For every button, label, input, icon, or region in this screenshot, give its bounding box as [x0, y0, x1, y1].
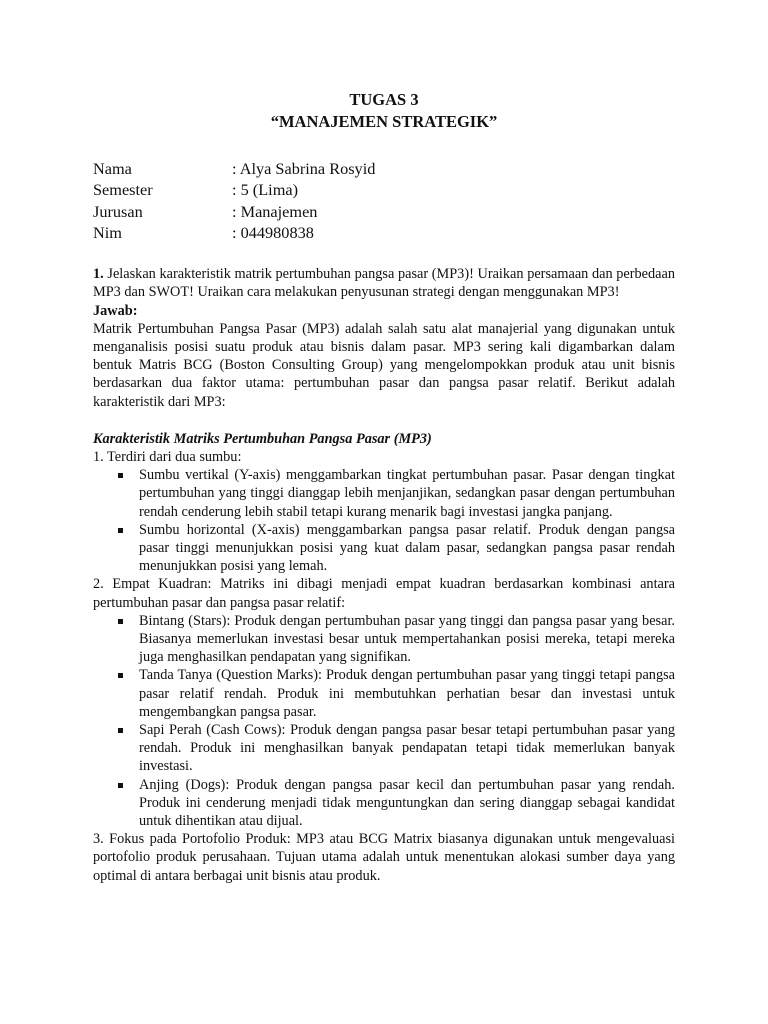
question-number: 1.	[93, 266, 104, 283]
title-line-1: TUGAS 3	[349, 90, 419, 109]
list-item: Sapi Perah (Cash Cows): Produk dengan pangsa pasar besar tetapi pertumbuhan pasar yang rendah. Produk ini menghasilkan banyak pendapatan tetapi tidak memerlukan banyak investasi.	[139, 722, 675, 775]
list-item: Sumbu horizontal (X-axis) menggambarkan pangsa pasar relatif. Produk dengan pangsa pasar tinggi menunjukkan posisi yang kuat dalam pasar, sedangkan pangsa pasar rendah menunjukkan posisi yang lemah.	[139, 521, 675, 575]
answer-label: Jawab:	[93, 302, 138, 319]
point-2: 2. Empat Kuadran: Matriks ini dibagi menjadi empat kuadran berdasarkan kombinasi antara pertumbuhan pasar dan pangsa pasar relatif:	[93, 576, 675, 611]
page-title	[93, 89, 675, 133]
question-text: Jelaskan karakteristik matrik pertumbuhan pangsa pasar (MP3)! Uraikan persamaan dan perbedaan MP3 dan SWOT! Uraikan cara melakukan penyusunan strategi dengan menggunakan MP3!	[93, 266, 675, 301]
list-item: Sumbu vertikal (Y-axis) menggambarkan tingkat pertumbuhan pasar. Pasar dengan tingkat pertumbuhan yang tinggi dianggap lebih menjanjikan, sedangkan pasar dengan pertumbuhan rendah cenderung lebih stabil tetapi kurang menarik bagi investasi jangka panjang.	[139, 467, 675, 520]
point-2-list	[93, 612, 675, 830]
title-line-2: “MANAJEMEN STRATEGIK”	[270, 112, 498, 131]
point-3: 3. Fokus pada Portofolio Produk: MP3 atau BCG Matrix biasanya digunakan untuk mengevaluasi portofolio produk perusahaan. Tujuan utama adalah untuk menentukan alokasi sumber daya yang optimal di antara berbagai unit bisnis atau produk.	[93, 831, 675, 884]
info-value: : Manajemen	[232, 201, 318, 221]
info-label: Nama	[93, 159, 132, 178]
info-label: Nim	[93, 222, 122, 242]
info-row-nama	[93, 158, 675, 179]
info-value: : 5 (Lima)	[232, 180, 299, 200]
section-heading: Karakteristik Matriks Pertumbuhan Pangsa Pasar (MP3)	[93, 430, 432, 447]
point-1-list	[93, 466, 675, 575]
info-label: Jurusan	[93, 201, 143, 221]
list-item: Tanda Tanya (Question Marks): Produk dengan pertumbuhan pasar yang tinggi tetapi pangsa pasar relatif rendah. Produk ini membutuhkan perhatian besar dan investasi untuk mengembangkan pangsa pasar.	[139, 667, 675, 720]
info-row-jurusan	[93, 201, 675, 222]
list-item: Anjing (Dogs): Produk dengan pangsa pasar kecil dan pertumbuhan pasar yang rendah. Produk ini cenderung menjadi tidak menguntungkan dan sering dianggap sebagai kandidat untuk dihentikan atau dijual.	[139, 776, 675, 830]
question-1	[93, 265, 675, 301]
info-label: Semester	[93, 180, 153, 200]
list-item: Bintang (Stars): Produk dengan pertumbuhan pasar yang tinggi dan pangsa pasar yang besar. Biasanya memerlukan investasi besar untuk mempertahankan posisi mereka, tetapi mereka juga menghasilkan pendapatan yang signifikan.	[139, 612, 675, 666]
point-1: 1. Terdiri dari dua sumbu:	[93, 449, 242, 466]
info-value: : Alya Sabrina Rosyid	[232, 159, 376, 178]
answer-intro: Matrik Pertumbuhan Pangsa Pasar (MP3) adalah salah satu alat manajerial yang digunakan untuk menganalisis posisi suatu produk atau bisnis dalam pasar. MP3 sering kali digambarkan dalam bentuk Matris BCG (Boston Consulting Group) yang mengelompokkan produk atau unit bisnis berdasarkan dua faktor utama: pertumbuhan pasar dan pangsa pasar relatif. Berikut adalah karakteristik dari MP3:	[93, 320, 675, 410]
info-row-semester	[93, 179, 675, 200]
student-info	[93, 158, 675, 243]
info-value: : 044980838	[232, 222, 314, 242]
info-row-nim	[93, 222, 675, 243]
document-content	[93, 89, 675, 885]
